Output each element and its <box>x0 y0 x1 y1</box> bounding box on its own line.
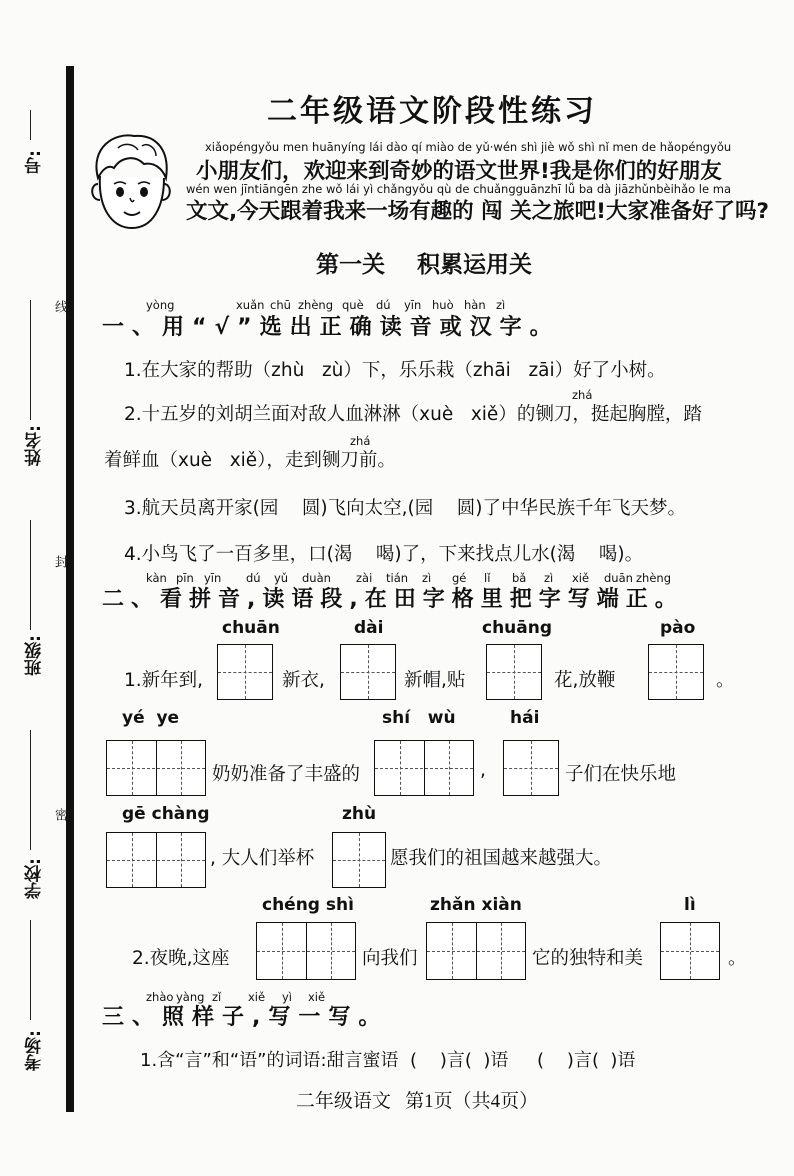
s2-text-unique: 它的独特和美 <box>532 948 644 969</box>
writing-box-shiwu[interactable] <box>374 740 474 796</box>
school-label: 学校: <box>25 858 45 899</box>
section3-pinyin-3: xiě <box>248 990 266 1004</box>
section3-pinyin-0: zhào <box>146 990 174 1004</box>
writing-box-chuang[interactable] <box>486 644 542 700</box>
s2-text-night: 2.夜晚,这座 <box>132 948 230 969</box>
exam-room-label: 考场: <box>25 1030 45 1071</box>
school-line <box>30 730 31 850</box>
s2-text-to-us: 向我们 <box>362 948 418 969</box>
writing-box-zhu[interactable] <box>332 832 386 888</box>
section1-pinyin-yin: yīn <box>404 298 422 312</box>
section1-q2-pinyin2: zhá <box>350 434 371 448</box>
section2-pinyin-2: yīn <box>204 571 222 585</box>
s2-text-comma: , <box>480 760 486 781</box>
section3-pinyin-5: xiě <box>308 990 326 1004</box>
writing-box-li[interactable] <box>660 922 720 980</box>
section1-pinyin-yong: yòng <box>146 298 175 312</box>
section2-pinyin-11: bǎ <box>512 571 527 585</box>
intro-line-1: 小朋友们，欢迎来到奇妙的语文世界!我是你们的好朋友 <box>196 159 722 184</box>
section2-pinyin-7: tián <box>386 571 409 585</box>
section1-pinyin-chu: chū <box>270 298 291 312</box>
section2-pinyin-14: duān <box>604 571 633 585</box>
section2-pinyin-1: pīn <box>176 571 194 585</box>
section2-pinyin-12: zì <box>544 571 554 585</box>
s2-text-new-hat: 新帽,贴 <box>404 670 466 691</box>
page-title: 二年级语文阶段性练习 <box>267 94 597 129</box>
class-label: 班级: <box>25 635 45 676</box>
intro-line-2: 文文,今天跟着我来一场有趣的 闯 关之旅吧!大家准备好了吗? <box>186 199 769 224</box>
box-pinyin-shiwu: shí wù <box>382 708 456 728</box>
class-line <box>30 520 31 630</box>
box-pinyin-hai: hái <box>510 708 540 728</box>
section2-pinyin-3: dú <box>246 571 261 585</box>
section2-pinyin-5: duàn <box>302 571 331 585</box>
seal-mark-line: 线 <box>52 300 67 313</box>
s2-text-grandma: 奶奶准备了丰盛的 <box>212 764 361 785</box>
section2-pinyin-9: gé <box>452 571 467 585</box>
name-label: 姓名: <box>25 425 45 466</box>
s2-text-children: 子们在快乐地 <box>565 764 677 785</box>
box-pinyin-zhu: zhù <box>342 804 377 824</box>
section2-pinyin-15: zhèng <box>636 571 671 585</box>
section1-q1: 1.在大家的帮助（zhù zù）下，乐乐栽（zhāi zāi）好了小树。 <box>124 360 666 381</box>
writing-box-dai[interactable] <box>340 644 396 700</box>
box-pinyin-chuang: chuāng <box>482 618 553 638</box>
stage-title: 第一关 积累运用关 <box>316 252 533 278</box>
section2-pinyin-4: yǔ <box>274 571 289 585</box>
box-pinyin-zhanxian: zhǎn xiàn <box>430 895 522 915</box>
box-pinyin-gechang: gē chàng <box>122 804 210 824</box>
section1-heading: 一、用“√”选出正确读音或汉字。 <box>102 315 560 340</box>
writing-box-zhanxian[interactable] <box>426 922 526 980</box>
section3-pinyin-4: yì <box>282 990 293 1004</box>
box-pinyin-pao: pào <box>660 618 696 638</box>
writing-box-pao[interactable] <box>648 644 704 700</box>
seal-mark-secret: 密 <box>52 808 67 821</box>
section2-pinyin-0: kàn <box>146 571 167 585</box>
s2-text-flowers: 花,放鞭 <box>554 670 616 691</box>
s2-text-adults: , 大人们举杯 <box>210 848 315 869</box>
s2-text-period-2: 。 <box>728 948 747 969</box>
writing-box-gechang[interactable] <box>106 832 206 888</box>
section1-pinyin-zi: zì <box>496 298 506 312</box>
section1-q2-pinyin: zhá <box>572 388 593 402</box>
box-pinyin-chengshi: chéng shì <box>262 895 354 915</box>
page-footer: 二年级语文 第1页（共4页） <box>295 1091 539 1112</box>
s2-text-new-year: 1.新年到, <box>124 670 204 691</box>
section1-pinyin-du: dú <box>376 298 391 312</box>
section2-heading: 二、看拼音,读语段,在田字格里把字写端正。 <box>102 587 684 612</box>
name-line <box>30 300 31 420</box>
box-pinyin-yeye: yé ye <box>122 708 180 728</box>
seal-mark-seal: 封 <box>52 555 67 568</box>
s2-text-new-clothes: 新衣, <box>282 670 325 691</box>
section3-q1: 1.含“言”和“语”的词语:甜言蜜语 ( )言( )语 ( )言( )语 <box>140 1050 636 1071</box>
writing-box-hai[interactable] <box>503 740 559 796</box>
writing-box-chuan[interactable] <box>217 644 273 700</box>
binding-bar <box>66 66 74 1112</box>
section1-q2-line1: 2.十五岁的刘胡兰面对敌人血淋淋（xuè xiě）的铡刀，挺起胸膛，踏 <box>124 404 702 425</box>
section3-pinyin-2: zǐ <box>212 990 222 1004</box>
section3-heading: 三、照样子,写一写。 <box>102 1005 389 1030</box>
box-pinyin-chuan: chuān <box>222 618 280 638</box>
section2-pinyin-8: zì <box>422 571 432 585</box>
section1-pinyin-zheng: zhèng <box>298 298 333 312</box>
section1-q4: 4.小鸟飞了一百多里，口(渴 喝)了，下来找点儿水(渴 喝)。 <box>124 544 644 565</box>
intro-pinyin-1: xiǎopéngyǒu men huānyíng lái dào qí miào de yǔ·wén shì jiè wǒ shì nǐ men de hǎopéngyǒu <box>205 140 732 154</box>
section1-pinyin-que: què <box>342 298 364 312</box>
section2-pinyin-13: xiě <box>572 571 590 585</box>
s2-text-period-1: 。 <box>716 670 735 691</box>
writing-box-yeye[interactable] <box>106 740 206 796</box>
section3-pinyin-1: yàng <box>176 990 205 1004</box>
boy-mascot-illustration <box>84 128 174 238</box>
section2-pinyin-10: lǐ <box>484 571 491 585</box>
section1-q2-line2: 着鲜血（xuè xiě），走到铡刀前。 <box>104 450 396 471</box>
section1-pinyin-han: hàn <box>464 298 486 312</box>
section1-pinyin-xuan: xuǎn <box>236 298 265 312</box>
writing-box-chengshi[interactable] <box>256 922 356 980</box>
number-label: 号: <box>25 150 45 174</box>
s2-text-wish: 愿我们的祖国越来越强大。 <box>390 848 613 869</box>
intro-pinyin-2: wén wen jīntiāngēn zhe wǒ lái yì chǎngyǒu qù de chuǎngguānzhī lǚ ba dà jiāzhǔnbèihǎo le ma <box>186 182 731 196</box>
exam-room-line <box>30 920 31 1020</box>
box-pinyin-li: lì <box>684 895 696 915</box>
section1-pinyin-huo: huò <box>432 298 454 312</box>
section1-q3: 3.航天员离开家(园 圆)飞向太空,(园 圆)了中华民族千年飞天梦。 <box>124 498 686 519</box>
box-pinyin-dai: dài <box>354 618 384 638</box>
section2-pinyin-6: zài <box>356 571 373 585</box>
